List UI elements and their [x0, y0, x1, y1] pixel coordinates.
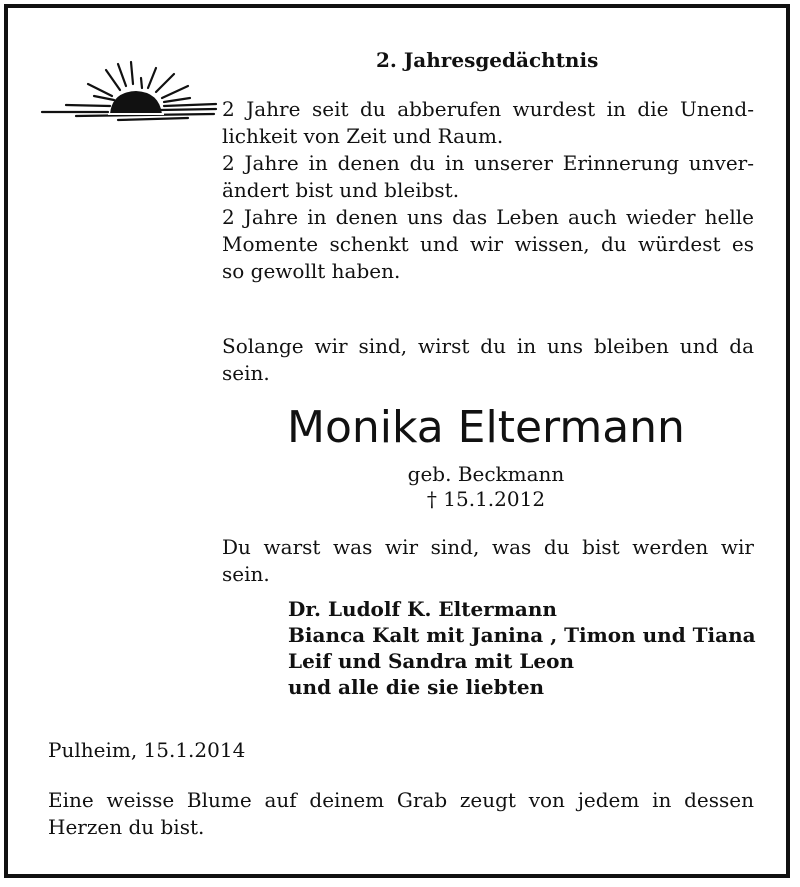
poem-line: so gewollt haben. — [222, 259, 401, 283]
signer-line: Dr. Ludolf K. Eltermann — [288, 597, 557, 621]
poem-line: lichkeit von Zeit und Raum. — [222, 124, 504, 148]
quote-solange — [222, 333, 754, 387]
deceased-name: Monika Eltermann — [287, 402, 685, 453]
quote-line: Solange wir sind, wirst du in uns bleiben und da — [222, 334, 754, 358]
closing-text — [48, 787, 754, 841]
birth-name: geb. Beckmann — [407, 462, 565, 486]
quote-du-warst — [222, 534, 754, 588]
sunrise-icon — [38, 58, 218, 130]
quote-line: sein. — [222, 361, 270, 385]
signer-line: Leif und Sandra mit Leon — [288, 649, 574, 673]
poem-line: 2 Jahre in denen du in unserer Erinnerung unver- — [222, 151, 754, 175]
poem-line: 2 Jahre in denen uns das Leben auch wieder helle — [222, 205, 754, 229]
quote-line: Du warst was wir sind, was du bist werden wir — [222, 535, 754, 559]
signer-line: und alle die sie liebten — [288, 675, 545, 699]
poem-line: 2 Jahre seit du abberufen wurdest in die Unend- — [222, 97, 754, 121]
anniversary-title: 2. Jahresgedächtnis — [376, 48, 599, 72]
death-date: † 15.1.2012 — [426, 487, 546, 511]
poem-line: Momente schenkt und wir wissen, du würdest es — [222, 232, 754, 256]
poem-text — [222, 96, 754, 285]
signers-list — [288, 596, 756, 700]
quote-line: sein. — [222, 562, 270, 586]
poem-line: ändert bist und bleibst. — [222, 178, 460, 202]
signer-line: Bianca Kalt mit Janina , Timon und Tiana — [288, 623, 756, 647]
closing-line: Herzen du bist. — [48, 815, 205, 839]
place-date: Pulheim, 15.1.2014 — [48, 738, 246, 762]
closing-line: Eine weisse Blume auf deinem Grab zeugt von jedem in dessen — [48, 788, 754, 812]
